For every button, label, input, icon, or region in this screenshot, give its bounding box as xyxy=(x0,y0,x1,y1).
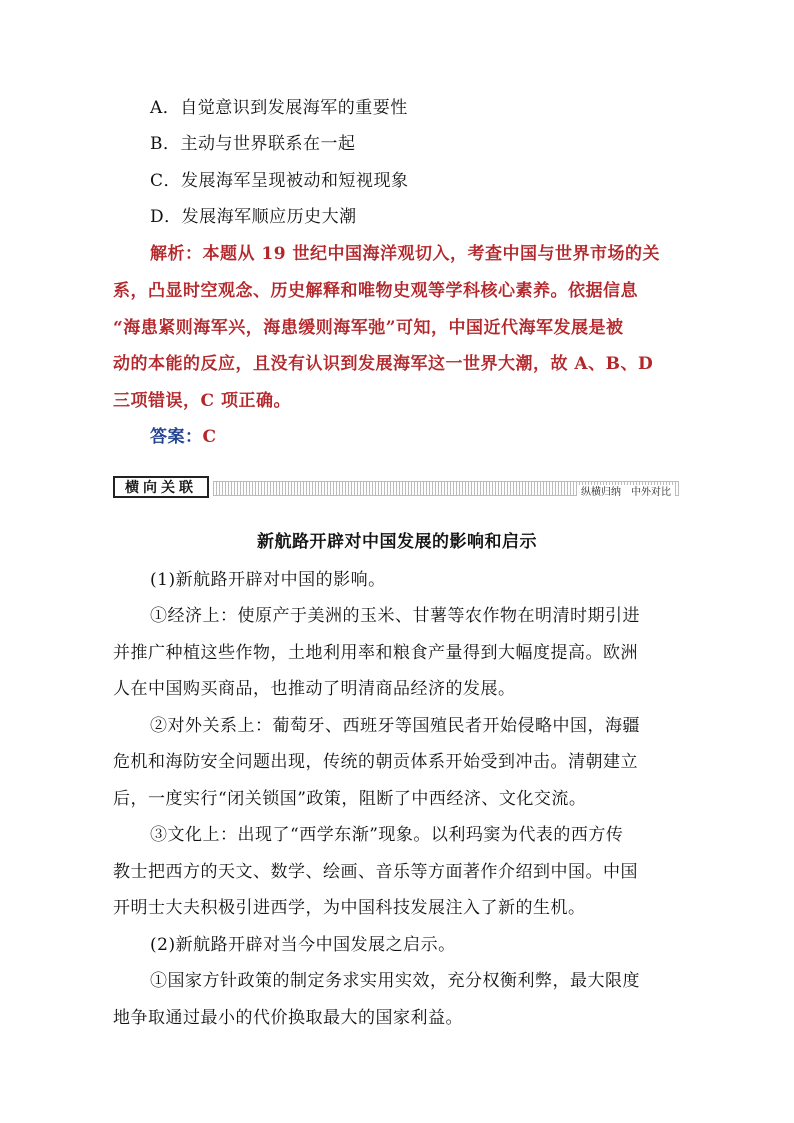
body-line: ①经济上：使原产于美洲的玉米、甘薯等农作物在明清时期引进 xyxy=(150,606,640,626)
section-bar xyxy=(113,476,679,498)
body-line: (1)新航路开辟对中国的影响。 xyxy=(150,570,386,590)
option-d: D．发展海军顺应历史大潮 xyxy=(150,207,357,227)
section-bar-stripe xyxy=(213,481,679,496)
analysis-line: 三项错误，C 项正确。 xyxy=(113,391,291,411)
body-line: 开明士大夫积极引进西学，为中国科技发展注入了新的生机。 xyxy=(113,898,586,918)
analysis-line: “海患紧则海军兴，海患缓则海军弛”可知，中国近代海军发展是被 xyxy=(113,318,624,338)
analysis-line: 动的本能的反应，且没有认识到发展海军这一世界大潮，故 A、B、D xyxy=(113,354,654,374)
body-line: ③文化上：出现了“西学东渐”现象。以利玛窦为代表的西方传 xyxy=(150,825,624,845)
body-line: 后，一度实行“闭关锁国”政策，阻断了中西经济、文化交流。 xyxy=(113,789,587,809)
body-line: 教士把西方的天文、数学、绘画、音乐等方面著作介绍到中国。中国 xyxy=(113,862,638,882)
analysis-text: 本题从 19 世纪中国海洋观切入，考查中国与世界市场的关 xyxy=(202,244,660,264)
section-bar-tag: 纵横归纳 中外对比 xyxy=(577,485,675,501)
body-line: 并推广种植这些作物，土地利用率和粮食产量得到大幅度提高。欧洲 xyxy=(113,643,638,663)
analysis-line: 系，凸显时空观念、历史解释和唯物史观等学科核心素养。依据信息 xyxy=(113,281,638,301)
section-heading: 新航路开辟对中国发展的影响和启示 xyxy=(257,532,537,552)
body-line: 地争取通过最小的代价换取最大的国家利益。 xyxy=(113,1008,463,1028)
section-bar-title: 横向关联 xyxy=(113,476,209,498)
answer-label: 答案： xyxy=(150,427,203,447)
body-line: ②对外关系上：葡萄牙、西班牙等国殖民者开始侵略中国，海疆 xyxy=(150,716,640,736)
body-line: 危机和海防安全问题出现，传统的朝贡体系开始受到冲击。清朝建立 xyxy=(113,752,638,772)
analysis-label: 解析： xyxy=(150,244,203,264)
option-c: C．发展海军呈现被动和短视现象 xyxy=(150,171,409,191)
answer-value: C xyxy=(202,427,217,447)
body-line: (2)新航路开辟对当今中国发展之启示。 xyxy=(150,935,456,955)
analysis-first-line xyxy=(150,242,660,266)
answer-line xyxy=(150,425,217,449)
body-line: 人在中国购买商品，也推动了明清商品经济的发展。 xyxy=(113,679,516,699)
option-a: A．自觉意识到发展海军的重要性 xyxy=(150,98,408,118)
body-line: ①国家方针政策的制定务求实用实效，充分权衡利弊，最大限度 xyxy=(150,971,640,991)
option-b: B．主动与世界联系在一起 xyxy=(150,134,356,154)
